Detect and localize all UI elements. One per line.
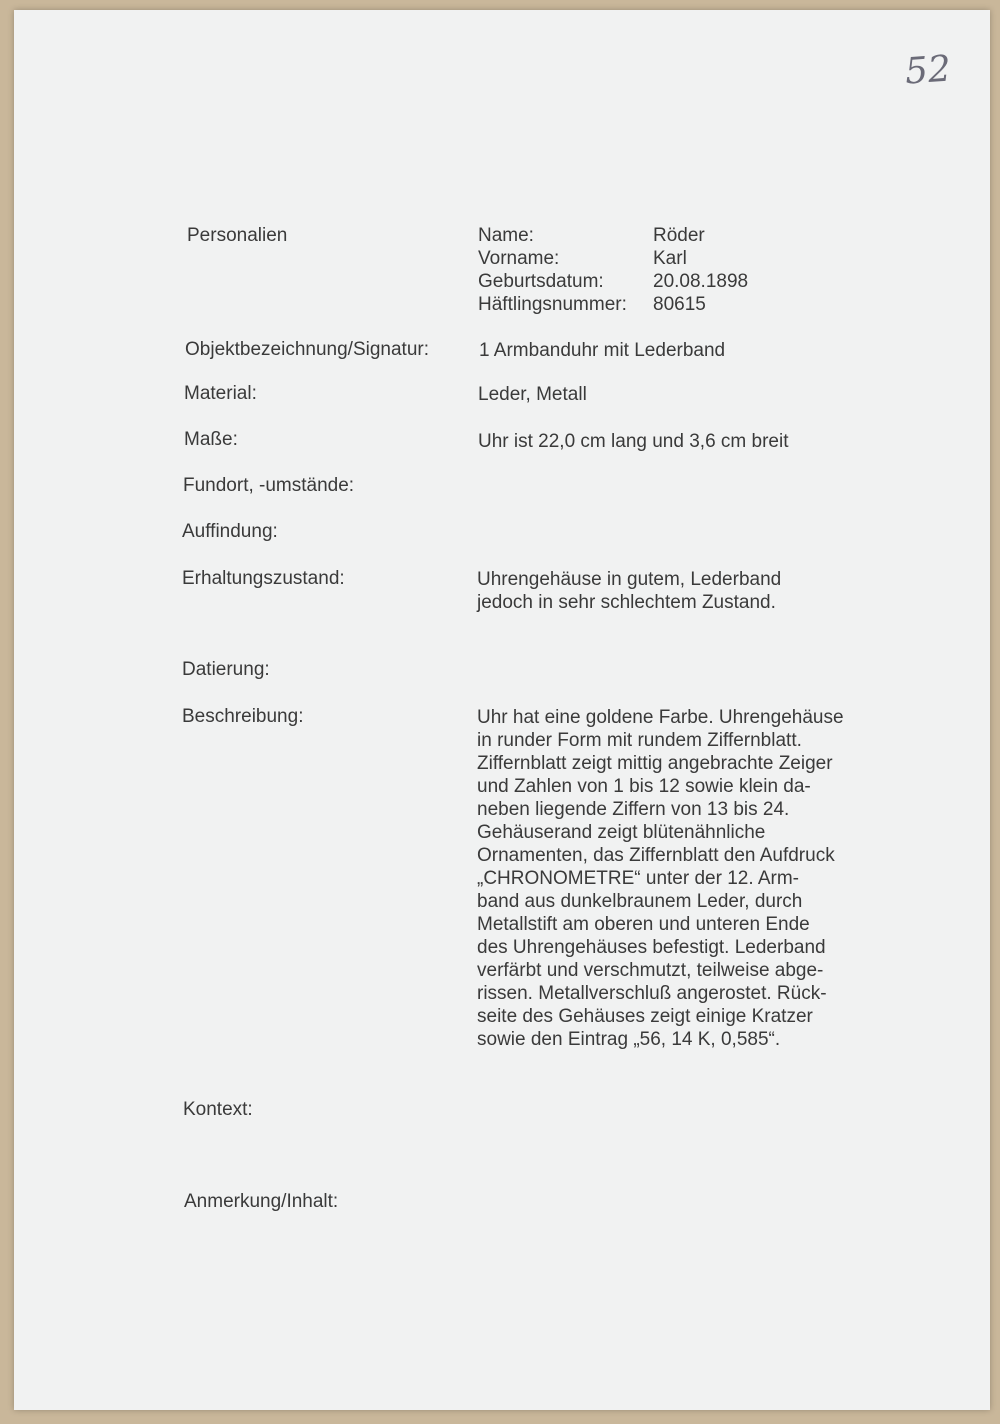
beschreibung-line: band aus dunkelbraunem Leder, durch [477, 891, 803, 912]
beschreibung-line: verfärbt und verschmutzt, teilweise abge- [477, 960, 824, 981]
beschreibung-line: Ornamenten, das Ziffernblatt den Aufdruck [477, 845, 835, 866]
personalien-label: Personalien [187, 225, 288, 246]
anmerkung-label: Anmerkung/Inhalt: [184, 1191, 339, 1212]
field-geburtsdatum-key: Geburtsdatum: [478, 271, 604, 292]
beschreibung-label: Beschreibung: [182, 706, 304, 727]
erhaltung-label: Erhaltungszustand: [182, 568, 345, 589]
fundort-label: Fundort, -umstände: [183, 475, 355, 496]
objekt-label: Objektbezeichnung/Signatur: [185, 339, 429, 360]
beschreibung-line: Metallstift am oberen und unteren Ende [477, 914, 810, 935]
objekt-value: 1 Armbanduhr mit Lederband [479, 340, 726, 361]
datierung-label: Datierung: [182, 659, 270, 680]
beschreibung-line: neben liegende Ziffern von 13 bis 24. [477, 799, 790, 820]
page-number: 52 [903, 48, 953, 93]
field-vorname-value: Karl [653, 248, 687, 269]
field-haeftlingsnummer-value: 80615 [653, 294, 706, 315]
erhaltung-value [477, 568, 781, 614]
beschreibung-line: und Zahlen von 1 bis 12 sowie klein da- [477, 776, 811, 797]
beschreibung-line: des Uhrengehäuses befestigt. Lederband [477, 937, 826, 958]
masse-label: Maße: [184, 429, 238, 450]
beschreibung-line: „CHRONOMETRE“ unter der 12. Arm- [477, 868, 799, 889]
material-value: Leder, Metall [478, 384, 587, 405]
field-geburtsdatum-value: 20.08.1898 [653, 271, 749, 292]
field-name-key: Name: [478, 225, 534, 246]
field-vorname-key: Vorname: [478, 248, 560, 269]
field-name-value: Röder [653, 225, 705, 246]
beschreibung-line: rissen. Metallverschluß angerostet. Rück- [477, 983, 827, 1004]
masse-value: Uhr ist 22,0 cm lang und 3,6 cm breit [478, 431, 789, 452]
beschreibung-line: Gehäuserand zeigt blütenähnliche [477, 822, 766, 843]
erhaltung-line: jedoch in sehr schlechtem Zustand. [477, 592, 776, 613]
beschreibung-line: sowie den Eintrag „56, 14 K, 0,585“. [477, 1029, 781, 1050]
beschreibung-line: seite des Gehäuses zeigt einige Kratzer [477, 1006, 813, 1027]
personalien-fields [478, 224, 748, 316]
field-haeftlingsnummer-key: Häftlingsnummer: [478, 294, 627, 315]
material-label: Material: [184, 383, 257, 404]
beschreibung-line: Uhr hat eine goldene Farbe. Uhrengehäuse [477, 707, 844, 728]
beschreibung-line: Ziffernblatt zeigt mittig angebrachte Zeiger [477, 753, 833, 774]
erhaltung-line: Uhrengehäuse in gutem, Lederband [477, 569, 782, 590]
auffindung-label: Auffindung: [182, 521, 278, 542]
beschreibung-value [477, 706, 844, 1051]
beschreibung-line: in runder Form mit rundem Ziffernblatt. [477, 730, 802, 751]
kontext-label: Kontext: [183, 1099, 253, 1120]
